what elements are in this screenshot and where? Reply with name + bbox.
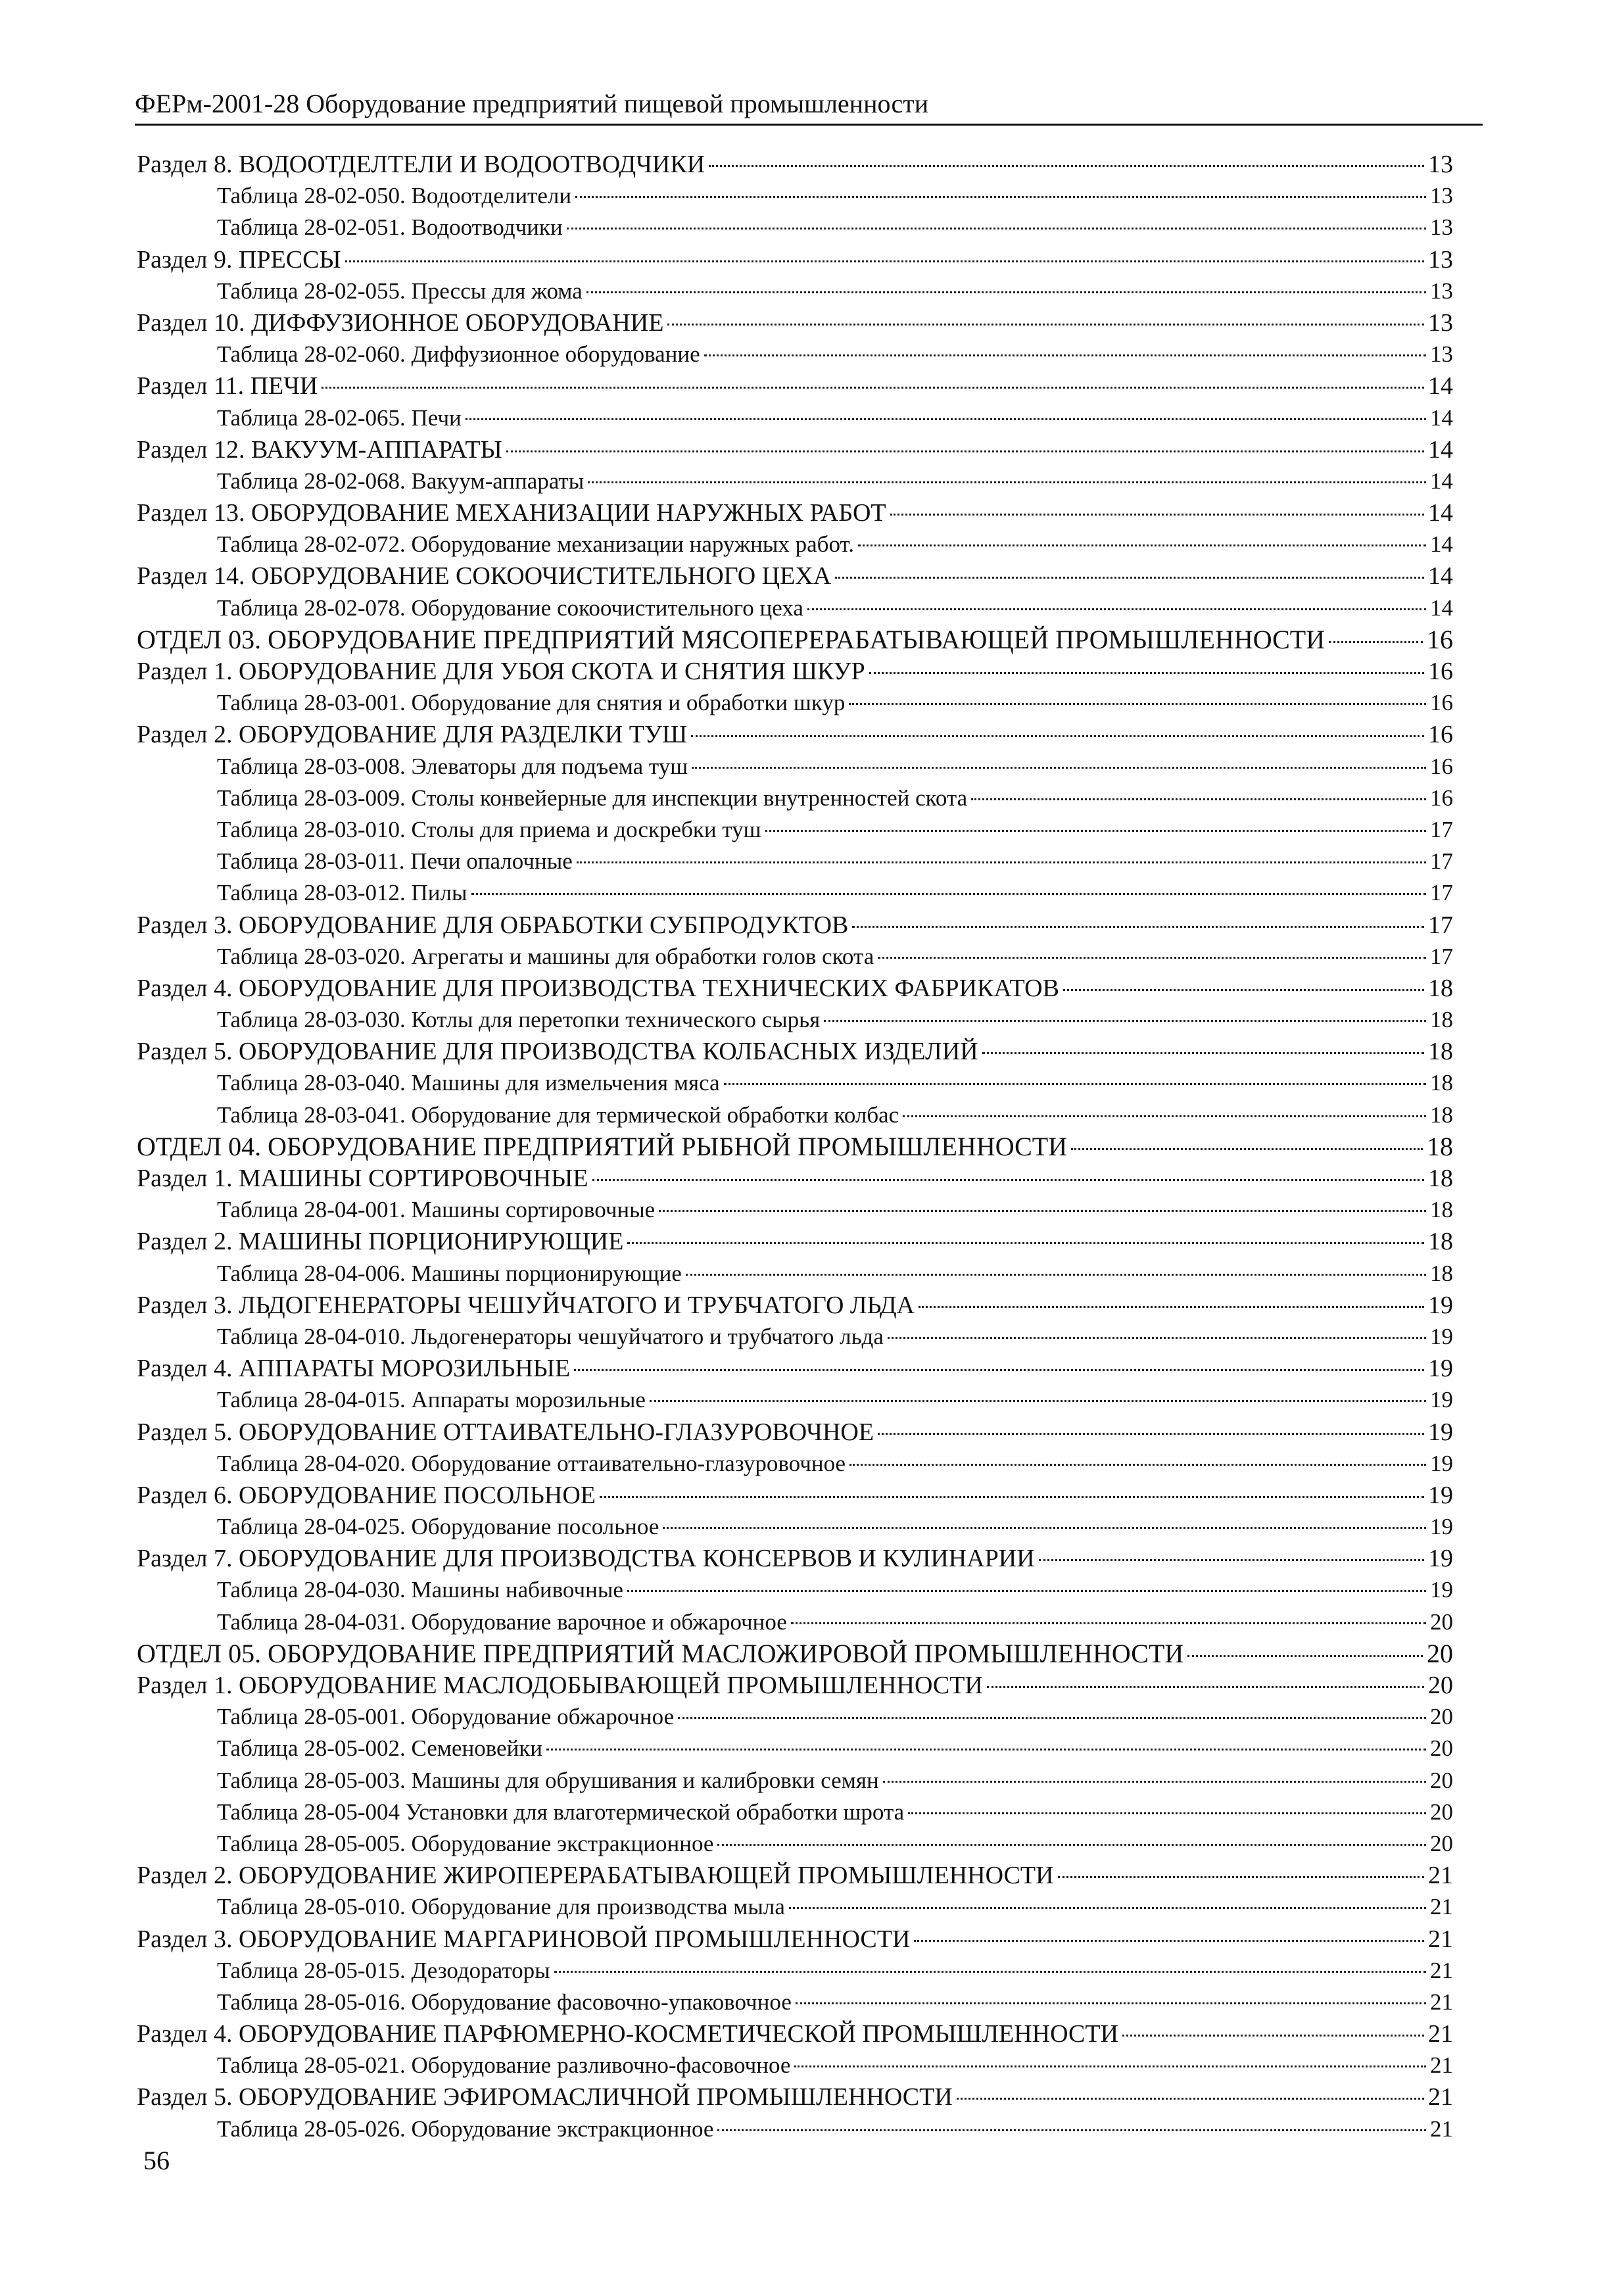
toc-table-entry [217,814,1453,846]
toc-entry-page: 18 [1428,1228,1453,1256]
toc-entry-title: Раздел 5. ОБОРУДОВАНИЕ ДЛЯ ПРОИЗВОДСТВА КОЛБАСНЫХ ИЗДЕЛИЙ [137,1038,978,1066]
dot-leader [807,608,1426,610]
toc-entry-page: 19 [1430,1450,1453,1476]
dot-leader [345,260,1424,262]
toc-entry-title: Раздел 4. ОБОРУДОВАНИЕ ДЛЯ ПРОИЗВОДСТВА ТЕХНИЧЕСКИХ ФАБРИКАТОВ [137,974,1059,1002]
toc-part-entry [137,1131,1453,1163]
toc-table-entry [217,592,1453,624]
toc-section-entry [137,1290,1453,1321]
dot-leader [659,1210,1426,1212]
dot-leader [883,1781,1426,1783]
toc-entry-title: Таблица 28-02-060. Диффузионное оборудование [217,341,700,368]
toc-entry-page: 16 [1430,784,1453,811]
toc-entry-title: Таблица 28-02-072. Оборудование механизации наружных работ. [217,531,854,558]
dot-leader [914,1940,1424,1942]
toc-entry-title: Таблица 28-04-030. Машины набивочные [217,1577,623,1603]
toc-section-entry [137,1923,1453,1955]
toc-entry-title: Таблица 28-05-021. Оборудование разливочно-фасовочное [217,2052,791,2079]
toc-entry-title: ОТДЕЛ 04. ОБОРУДОВАНИЕ ПРЕДПРИЯТИЙ РЫБНОЙ ПРОМЫШЛЕННОСТИ [137,1131,1068,1161]
dot-leader [791,1622,1426,1624]
toc-table-entry [217,783,1453,814]
toc-entry-title: Таблица 28-04-015. Аппараты морозильные [217,1387,646,1413]
toc-section-entry [137,1543,1453,1574]
dot-leader [663,1527,1426,1529]
toc-section-entry [137,656,1453,687]
dot-leader [957,2098,1424,2100]
dot-leader [971,798,1426,800]
toc-entry-page: 20 [1430,1767,1453,1793]
dot-leader [600,1496,1424,1498]
toc-table-entry [217,1321,1453,1353]
toc-table-entry [217,1099,1453,1131]
toc-table-entry [217,1987,1453,2018]
dot-leader [592,1179,1425,1181]
toc-table-entry [217,1511,1453,1543]
toc-entry-page: 21 [1428,1862,1453,1890]
toc-entry-title: Таблица 28-05-015. Дезодораторы [217,1957,550,1983]
toc-entry-title: Таблица 28-03-020. Агрегаты и машины для обработки голов скота [217,943,874,969]
dot-leader [858,544,1426,546]
toc-entry-title: Раздел 8. ВОДООТДЕЛТЕЛИ И ВОДООТВОДЧИКИ [137,151,705,178]
dot-leader [1071,1148,1423,1150]
toc-entry-title: Таблица 28-05-026. Оборудование экстракционное [217,2115,714,2142]
dot-leader [717,2129,1426,2131]
dot-leader [796,2002,1426,2004]
toc-table-entry [217,212,1453,243]
toc-entry-page: 18 [1430,1007,1453,1033]
dot-leader [704,354,1426,356]
dot-leader [1329,641,1423,643]
toc-entry-title: Таблица 28-04-025. Оборудование посольное [217,1514,659,1540]
toc-entry-page: 20 [1430,1704,1453,1730]
toc-section-entry [137,2018,1453,2050]
toc-table-entry [217,1194,1453,1226]
dot-leader [471,893,1427,895]
toc-entry-title: Таблица 28-04-001. Машины сортировочные [217,1197,656,1223]
toc-table-entry [217,1004,1453,1036]
toc-entry-title: Раздел 2. ОБОРУДОВАНИЕ ЖИРОПЕРЕРАБАТЫВАЮЩЕЙ ПРОМЫШЛЕННОСТИ [137,1862,1054,1890]
toc-entry-title: Таблица 28-02-050. Водоотделители [217,183,572,209]
toc-table-entry [217,1797,1453,1828]
toc-entry-title: Раздел 11. ПЕЧИ [137,372,318,400]
toc-table-entry [217,339,1453,370]
toc-entry-title: Таблица 28-05-016. Оборудование фасовочно-упаковочное [217,1989,792,2015]
toc-entry-page: 13 [1428,308,1453,337]
dot-leader [650,1400,1426,1402]
toc-entry-page: 19 [1428,1355,1453,1383]
dot-leader [849,703,1426,705]
toc-entry-title: Раздел 3. ОБОРУДОВАНИЕ ДЛЯ ОБРАБОТКИ СУБПРОДУКТОВ [137,911,849,939]
toc-table-entry [217,276,1453,307]
toc-entry-page: 21 [1430,1894,1453,1920]
toc-entry-page: 21 [1428,2083,1453,2112]
dot-leader [794,2065,1426,2067]
toc-entry-page: 17 [1430,943,1453,969]
toc-section-entry [137,1226,1453,1257]
toc-entry-title: Таблица 28-04-020. Оборудование оттаивательно-глазуровочное [217,1450,846,1476]
dot-leader [554,1971,1426,1973]
toc-entry-title: Таблица 28-02-078. Оборудование сокоочистительного цеха [217,594,803,621]
toc-table-entry [217,877,1453,909]
table-of-contents [0,149,1624,2145]
dot-leader [627,1590,1426,1592]
toc-entry-page: 19 [1430,1577,1453,1603]
toc-entry-page: 16 [1430,690,1453,716]
toc-entry-page: 13 [1430,214,1453,241]
toc-section-entry [137,1480,1453,1511]
toc-entry-title: Таблица 28-03-012. Пилы [217,880,467,906]
toc-entry-page: 20 [1430,1608,1453,1635]
dot-leader [765,830,1426,832]
toc-entry-page: 13 [1430,341,1453,368]
toc-section-entry [137,497,1453,529]
toc-entry-page: 20 [1430,1798,1453,1825]
toc-section-entry [137,307,1453,339]
page-number: 56 [143,2146,170,2175]
dot-leader [506,450,1424,452]
toc-entry-title: Таблица 28-05-003. Машины для обрушивания и калибровки семян [217,1767,879,1793]
toc-section-entry [137,560,1453,592]
toc-entry-title: ОТДЕЛ 03. ОБОРУДОВАНИЕ ПРЕДПРИЯТИЙ МЯСОПЕРЕРАБАТЫВАЮЩЕЙ ПРОМЫШЛЕННОСТИ [137,624,1325,654]
toc-entry-page: 18 [1428,1038,1453,1066]
toc-entry-page: 20 [1427,1638,1453,1668]
toc-entry-page: 13 [1428,245,1453,274]
toc-section-entry [137,244,1453,276]
toc-entry-title: Таблица 28-03-001. Оборудование для снятия и обработки шкур [217,690,846,716]
toc-table-entry [217,1733,1453,1764]
dot-leader [678,1717,1426,1719]
toc-table-entry [217,1765,1453,1797]
toc-table-entry [217,846,1453,877]
toc-entry-title: Таблица 28-03-008. Элеваторы для подъема туш [217,753,688,779]
toc-entry-title: Таблица 28-04-031. Оборудование варочное и обжарочное [217,1608,787,1635]
toc-entry-title: Раздел 4. ОБОРУДОВАНИЕ ПАРФЮМЕРНО-КОСМЕТИЧЕСКОЙ ПРОМЫШЛЕННОСТИ [137,2020,1119,2048]
toc-section-entry [137,909,1453,941]
dot-leader [724,1083,1426,1085]
toc-section-entry [137,1416,1453,1448]
dot-leader [890,514,1424,516]
toc-entry-page: 20 [1428,1672,1453,1699]
toc-entry-title: Раздел 10. ДИФФУЗИОННОЕ ОБОРУДОВАНИЕ [137,308,664,337]
toc-entry-page: 14 [1428,499,1453,527]
dot-leader [878,957,1426,959]
dot-leader [903,1115,1426,1117]
toc-entry-title: Таблица 28-03-009. Столы конвейерные для инспекции внутренностей скота [217,784,968,811]
dot-leader [869,672,1424,674]
dot-leader [849,1464,1426,1466]
toc-section-entry [137,434,1453,466]
toc-entry-title: Раздел 2. ОБОРУДОВАНИЕ ДЛЯ РАЗДЕЛКИ ТУШ [137,721,688,749]
toc-entry-page: 16 [1430,753,1453,779]
toc-entry-title: Раздел 1. МАШИНЫ СОРТИРОВОЧНЫЕ [137,1165,588,1192]
toc-entry-page: 14 [1428,372,1453,400]
toc-entry-page: 20 [1430,1735,1453,1762]
dot-leader [1058,1876,1424,1878]
toc-entry-title: Раздел 3. ЛЬДОГЕНЕРАТОРЫ ЧЕШУЙЧАТОГО И ТРУБЧАТОГО ЛЬДА [137,1291,915,1319]
toc-entry-page: 18 [1430,1101,1453,1128]
toc-entry-page: 19 [1428,1418,1453,1446]
toc-entry-page: 14 [1428,435,1453,464]
toc-entry-page: 14 [1428,562,1453,591]
toc-section-entry [137,1353,1453,1384]
toc-entry-title: Таблица 28-02-065. Печи [217,404,462,431]
toc-entry-page: 19 [1430,1387,1453,1413]
toc-section-entry [137,1860,1453,1891]
toc-entry-page: 14 [1430,594,1453,621]
toc-table-entry [217,180,1453,212]
toc-entry-title: Таблица 28-05-002. Семеновейки [217,1735,543,1762]
toc-section-entry [137,2081,1453,2113]
toc-entry-page: 14 [1430,468,1453,494]
toc-entry-title: Раздел 4. АППАРАТЫ МОРОЗИЛЬНЫЕ [137,1355,571,1383]
dot-leader [1122,2035,1424,2037]
toc-entry-page: 18 [1428,1165,1453,1192]
toc-table-entry [217,687,1453,719]
toc-entry-title: Раздел 2. МАШИНЫ ПОРЦИОНИРУЮЩИЕ [137,1228,624,1256]
toc-entry-page: 16 [1428,721,1453,749]
toc-entry-title: Таблица 28-05-010. Оборудование для производства мыла [217,1894,785,1920]
toc-entry-page: 18 [1430,1070,1453,1096]
toc-entry-page: 14 [1430,404,1453,431]
toc-entry-page: 18 [1428,974,1453,1002]
dot-leader [835,577,1424,579]
dot-leader [709,165,1424,167]
dot-leader [878,1433,1424,1435]
toc-entry-page: 13 [1430,183,1453,209]
dot-leader [586,291,1426,293]
toc-entry-page: 18 [1430,1197,1453,1223]
toc-entry-title: Таблица 28-03-041. Оборудование для термической обработки колбас [217,1101,899,1128]
toc-entry-title: Таблица 28-05-001. Оборудование обжарочное [217,1704,675,1730]
dot-leader [1039,1559,1424,1561]
toc-entry-title: ОТДЕЛ 05. ОБОРУДОВАНИЕ ПРЕДПРИЯТИЙ МАСЛОЖИРОВОЙ ПРОМЫШЛЕННОСТИ [137,1638,1184,1668]
toc-entry-title: Таблица 28-02-051. Водоотводчики [217,214,563,241]
toc-entry-page: 21 [1430,1989,1453,2015]
toc-entry-page: 17 [1428,911,1453,939]
toc-table-entry [217,1574,1453,1606]
toc-table-entry [217,529,1453,560]
toc-entry-page: 19 [1428,1481,1453,1509]
dot-leader [691,735,1424,737]
toc-table-entry [217,1701,1453,1733]
toc-table-entry [217,466,1453,497]
toc-entry-page: 13 [1428,151,1453,178]
toc-entry-page: 16 [1427,624,1453,654]
dot-leader [789,1907,1426,1909]
toc-entry-page: 19 [1428,1291,1453,1319]
toc-entry-title: Раздел 9. ПРЕССЫ [137,245,341,274]
toc-entry-page: 16 [1428,658,1453,685]
toc-table-entry [217,751,1453,783]
toc-table-entry [217,1891,1453,1923]
toc-table-entry [217,1955,1453,1987]
page-header: ФЕРм-2001-28 Оборудование предприятий пищевой промышленности [135,85,1483,126]
dot-leader [852,926,1424,928]
toc-entry-title: Таблица 28-02-055. Прессы для жома [217,278,583,304]
toc-table-entry [217,1067,1453,1099]
toc-entry-title: Таблица 28-05-005. Оборудование экстракционное [217,1830,714,1856]
dot-leader [888,1337,1426,1339]
dot-leader [567,228,1426,229]
toc-entry-page: 19 [1428,1545,1453,1573]
toc-entry-title: Таблица 28-03-011. Печи опалочные [217,848,573,875]
toc-entry-title: Раздел 6. ОБОРУДОВАНИЕ ПОСОЛЬНОЕ [137,1481,596,1509]
dot-leader [987,1686,1424,1688]
toc-entry-title: Раздел 1. ОБОРУДОВАНИЕ МАСЛОДОБЫВАЮЩЕЙ ПРОМЫШЛЕННОСТИ [137,1672,983,1699]
toc-entry-page: 21 [1430,2115,1453,2142]
dot-leader [667,324,1424,326]
toc-entry-page: 21 [1428,2020,1453,2048]
dot-leader [627,1242,1424,1244]
toc-entry-title: Раздел 5. ОБОРУДОВАНИЕ ЭФИРОМАСЛИЧНОЙ ПРОМЫШЛЕННОСТИ [137,2083,953,2112]
dot-leader [466,418,1426,420]
toc-entry-page: 18 [1430,1260,1453,1286]
toc-entry-title: Раздел 1. ОБОРУДОВАНИЕ ДЛЯ УБОЯ СКОТА И СНЯТИЯ ШКУР [137,658,865,685]
toc-table-entry [217,1258,1453,1290]
toc-part-entry [137,624,1453,656]
toc-table-entry [217,2050,1453,2081]
toc-entry-page: 17 [1430,848,1453,875]
dot-leader [322,387,1424,389]
dot-leader [575,196,1426,198]
dot-leader [546,1749,1426,1750]
toc-table-entry [217,2113,1453,2145]
dot-leader [824,1020,1426,1022]
toc-section-entry [137,973,1453,1004]
dot-leader [982,1052,1424,1054]
toc-part-entry [137,1638,1453,1670]
toc-entry-page: 17 [1430,880,1453,906]
toc-entry-page: 21 [1430,2052,1453,2079]
toc-section-entry [137,370,1453,402]
dot-leader [919,1306,1424,1308]
toc-table-entry [217,1448,1453,1480]
toc-entry-page: 21 [1430,1957,1453,1983]
toc-entry-title: Раздел 7. ОБОРУДОВАНИЕ ДЛЯ ПРОИЗВОДСТВА КОНСЕРВОВ И КУЛИНАРИИ [137,1545,1035,1573]
toc-entry-page: 17 [1430,816,1453,842]
dot-leader [1063,989,1424,991]
toc-entry-title: Таблица 28-02-068. Вакуум-аппараты [217,468,585,494]
toc-entry-page: 13 [1430,278,1453,304]
dot-leader [908,1812,1426,1814]
toc-table-entry [217,941,1453,973]
toc-section-entry [137,149,1453,180]
toc-table-entry [217,1384,1453,1416]
toc-entry-title: Таблица 28-05-004 Установки для влаготермической обработки шрота [217,1798,905,1825]
toc-entry-title: Таблица 28-04-006. Машины порционирующие [217,1260,682,1286]
toc-entry-page: 19 [1430,1323,1453,1349]
dot-leader [588,481,1426,483]
toc-entry-title: Раздел 13. ОБОРУДОВАНИЕ МЕХАНИЗАЦИИ НАРУЖНЫХ РАБОТ [137,499,886,527]
toc-table-entry [217,1606,1453,1638]
dot-leader [577,861,1426,863]
toc-section-entry [137,1163,1453,1194]
toc-entry-title: Таблица 28-04-010. Льдогенераторы чешуйчатого и трубчатого льда [217,1323,884,1349]
toc-entry-page: 14 [1430,531,1453,558]
dot-leader [717,1844,1426,1846]
toc-entry-title: Таблица 28-03-040. Машины для измельчения мяса [217,1070,720,1096]
toc-entry-title: Таблица 28-03-010. Столы для приема и доскребки туш [217,816,761,842]
toc-entry-page: 20 [1430,1830,1453,1856]
toc-entry-page: 21 [1428,1925,1453,1953]
toc-section-entry [137,719,1453,750]
toc-entry-page: 19 [1430,1514,1453,1540]
toc-entry-title: Раздел 5. ОБОРУДОВАНИЕ ОТТАИВАТЕЛЬНО-ГЛАЗУРОВОЧНОЕ [137,1418,874,1446]
toc-entry-title: Раздел 12. ВАКУУМ-АППАРАТЫ [137,435,502,464]
toc-entry-page: 18 [1427,1131,1453,1161]
dot-leader [1187,1655,1423,1657]
toc-section-entry [137,1670,1453,1701]
dot-leader [686,1274,1426,1276]
dot-leader [574,1369,1424,1371]
dot-leader [692,767,1426,769]
toc-section-entry [137,1036,1453,1067]
toc-table-entry [217,1828,1453,1860]
toc-entry-title: Раздел 3. ОБОРУДОВАНИЕ МАРГАРИНОВОЙ ПРОМЫШЛЕННОСТИ [137,1925,911,1953]
toc-entry-title: Раздел 14. ОБОРУДОВАНИЕ СОКООЧИСТИТЕЛЬНОГО ЦЕХА [137,562,832,591]
toc-table-entry [217,402,1453,434]
toc-entry-title: Таблица 28-03-030. Котлы для перетопки технического сырья [217,1007,821,1033]
